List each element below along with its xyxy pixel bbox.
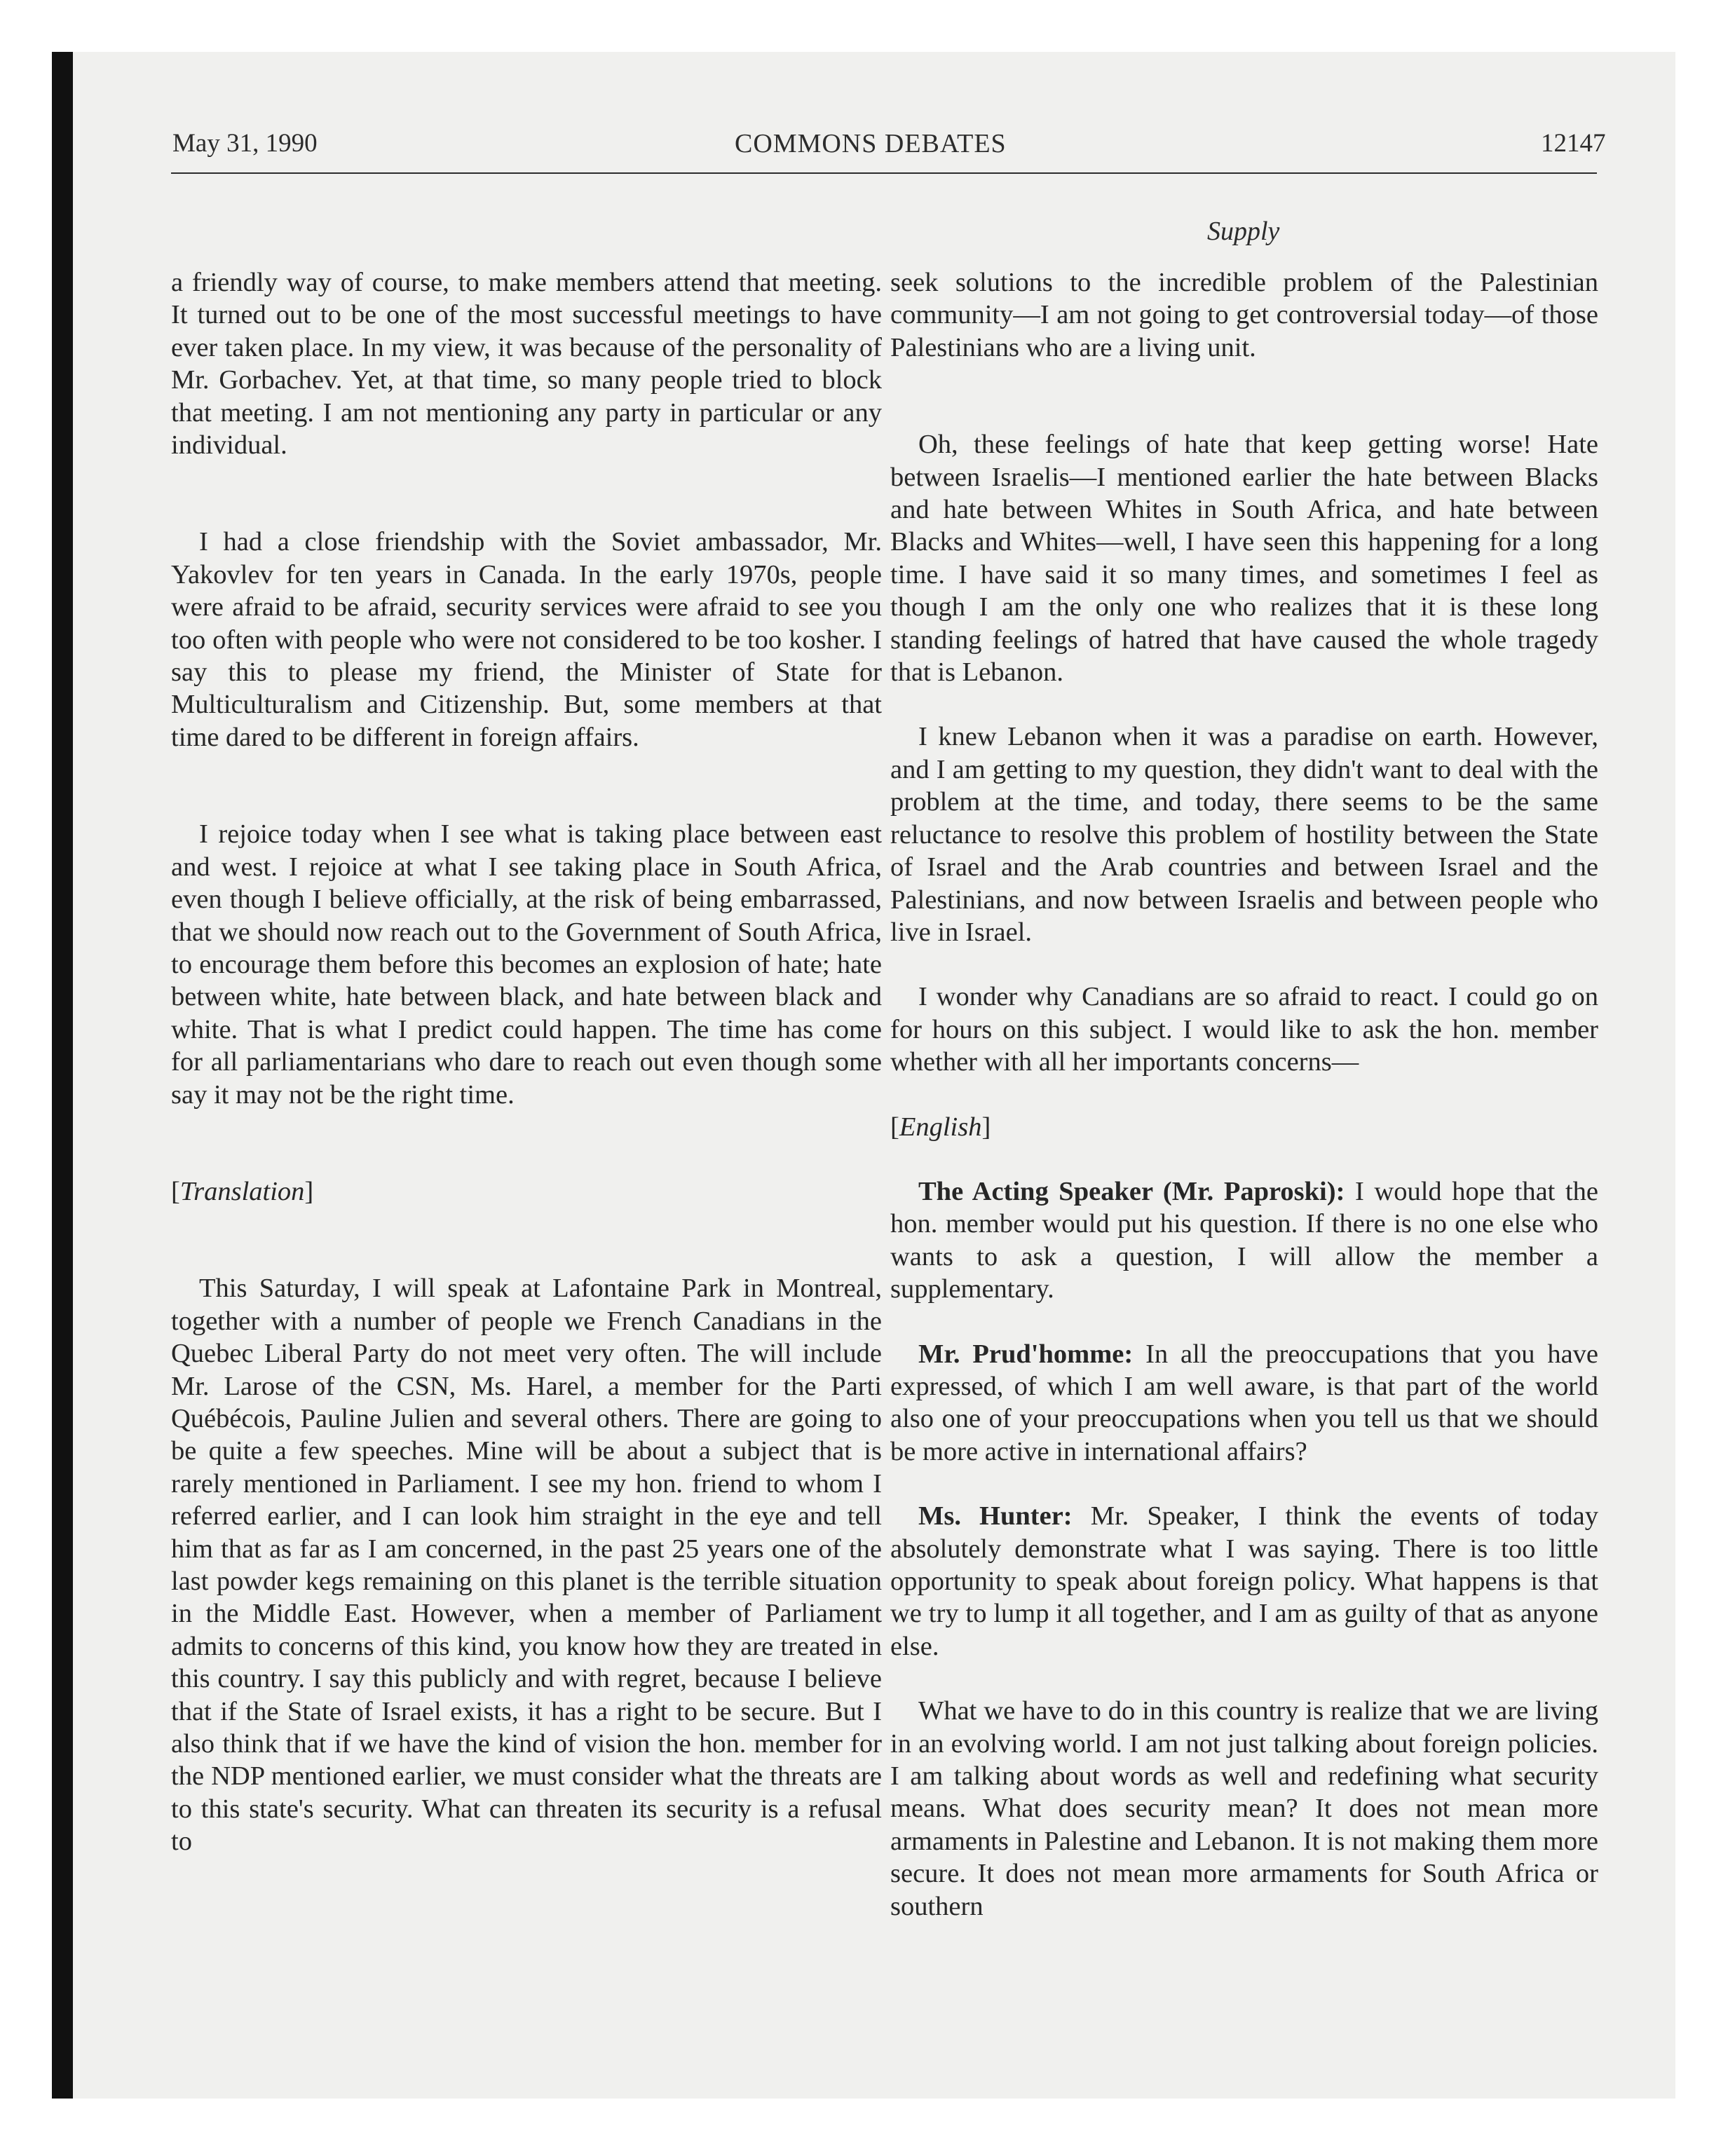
paragraph: Oh, these feelings of hate that keep getting worse! Hate between Israelis—I mentioned earlier the hate between Blacks and hate between Whites in South Africa, and hate between Blacks and Whites—well, I have seen this happening for a long time. I have said it so many times, and sometimes I feel as though I am the only one who realizes that it is these long standing feelings of hatred that have caused the whole tragedy that is Lebanon. [890,430,1598,688]
speaker-name: Mr. Prud'homme: [918,1339,1134,1369]
speech-text: I would hope that the hon. member would put his question. If there is no one else who wants to ask a question, I will allow the member a supplementary. [890,1176,1598,1304]
paragraph: I wonder why Canadians are so afraid to react. I could go on for hours on this subject. I would like to ask the hon. member whether with all her importants concerns— [890,982,1598,1077]
paragraph: I knew Lebanon when it was a paradise on earth. However, and I am getting to my question, they didn't want to deal with the problem at the time, and today, there seems to be the same reluctance to resolve this problem of hostility between the State of Israel and the Arab countries and between Israel and the Palestinians, and now between Israelis and between people who live in Israel. [890,722,1598,947]
speech-paragraph [890,1500,1598,1663]
speech-text: In all the preoccupations that you have expressed, of which I am well aware, is that part of the world also one of your preoccupations when you tell us that we should be more active in international affairs? [890,1339,1599,1466]
left-column [171,266,882,1890]
speaker-name: The Acting Speaker (Mr. Paproski): [918,1176,1345,1206]
header-rule [171,172,1597,174]
header-title: COMMONS DEBATES [735,129,1007,158]
speech-paragraph [890,1338,1598,1468]
paragraph: This Saturday, I will speak at Lafontaine Park in Montreal, together with a number of people we French Canadians in the Quebec Liberal Party do not meet very often. The will include Mr. Larose of the CSN, Ms. Harel, a member for the Parti Québécois, Pauline Julien and several others. There are going to be quite a few speeches. Mine will be about a subject that is rarely mentioned in Parliament. I see my hon. friend to whom I referred earlier, and I can look him straight in the eye and tell him that as far as I am concerned, in the past 25 years one of the last powder kegs remaining on this planet is the terrible situation in the Middle East. However, when a member of Parliament admits to concerns of this kind, you know how they are treated in this country. I say this publicly and with regret, because I believe that if the State of Israel exists, it has a right to be secure. But I also think that if we have the kind of vision the hon. member for the NDP mentioned earlier, we must consider what the threats are to this state's security. What can threaten its security is a refusal to [171,1274,882,1857]
label-text: Translation [179,1176,305,1206]
right-column [890,266,1598,1955]
speaker-name: Ms. Hunter: [918,1501,1073,1531]
paragraph: seek solutions to the incredible problem of the Palestinian community—I am not going to get controversial today—of those Palestinians who are a living unit. [890,268,1598,362]
scan-edge-shadow [52,52,73,2099]
paragraph: I had a close friendship with the Soviet ambassador, Mr. Yakovlev for ten years in Canada. In the early 1970s, people were afraid to be afraid, security services were afraid to see you too often with people who were not considered to be too kosher. I say this to please my friend, the Minister of State for Multiculturalism and Citizenship. But, some members at that time dared to be different in foreign affairs. [171,527,882,752]
language-label: [English] [890,1112,991,1142]
label-text: English [899,1112,982,1142]
language-label: [Translation] [171,1176,314,1206]
header-page-number: 12147 [1541,129,1606,158]
paragraph: What we have to do in this country is realize that we are living in an evolving world. I am not just talking about foreign policies. I am talking about words as well and redefining what security means. What does security mean? It does not mean more armaments in Palestine and Lebanon. It is not making them more secure. It does not mean more armaments for South Africa or southern [890,1696,1598,1921]
paragraph: I rejoice today when I see what is taking place between east and west. I rejoice at what I see taking place in South Africa, even though I believe officially, at the risk of being embarrassed, that we should now reach out to the Government of South Africa, to encourage them before this becomes an explosion of hate; hate between white, hate between black, and hate between black and white. That is what I predict could happen. The time has come for all parliamentarians who dare to reach out even though some say it may not be the right time. [171,819,882,1110]
section-label: Supply [1207,217,1280,246]
speech-text: Mr. Speaker, I think the events of today absolutely demonstrate what I was saying. There is too little opportunity to speak about foreign policy. What happens is that we try to lump it all together, and I am as guilty of that as anyone else. [890,1501,1598,1661]
speech-paragraph [890,1175,1598,1306]
paragraph: a friendly way of course, to make members attend that meeting. It turned out to be one of the most successful meetings to have ever taken place. In my view, it was because of the personality of Mr. Gorbachev. Yet, at that time, so many people tried to block that meeting. I am not mentioning any party in particular or any individual. [171,268,882,460]
header-date: May 31, 1990 [172,129,318,158]
